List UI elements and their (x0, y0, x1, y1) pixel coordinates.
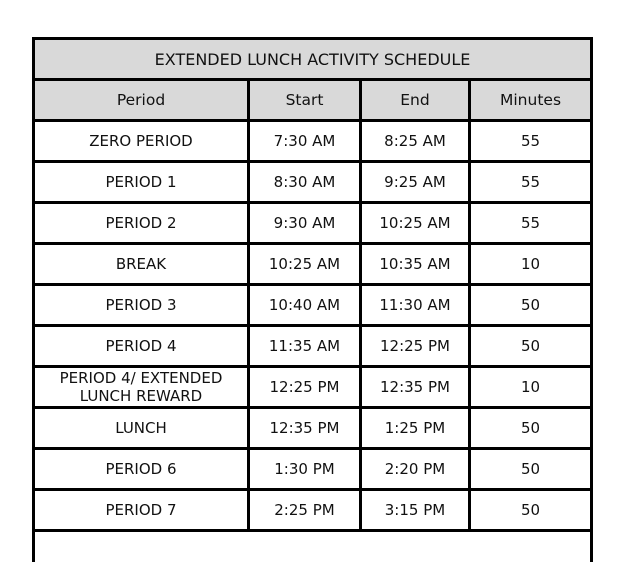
cell-period: PERIOD 2 (34, 203, 249, 244)
table-row (34, 162, 592, 203)
cell-period: PERIOD 7 (34, 490, 249, 531)
cell-period: PERIOD 4/ EXTENDED LUNCH REWARD (34, 367, 249, 408)
cell-end: 2:20 PM (361, 449, 470, 490)
cell-period: PERIOD 1 (34, 162, 249, 203)
table-row (34, 285, 592, 326)
table-row (34, 367, 592, 408)
column-header-end: End (361, 80, 470, 121)
cell-end: 12:25 PM (361, 326, 470, 367)
table-row (34, 244, 592, 285)
cell-end: 3:15 PM (361, 490, 470, 531)
cell-minutes: 55 (470, 162, 592, 203)
cell-minutes: 50 (470, 408, 592, 449)
column-header-start: Start (249, 80, 361, 121)
column-header-minutes: Minutes (470, 80, 592, 121)
cell-start: 12:25 PM (249, 367, 361, 408)
cell-end: 11:30 AM (361, 285, 470, 326)
cell-start: 7:30 AM (249, 121, 361, 162)
table-title: EXTENDED LUNCH ACTIVITY SCHEDULE (34, 39, 592, 80)
cell-period: BREAK (34, 244, 249, 285)
cell-minutes: 10 (470, 244, 592, 285)
cell-minutes: 50 (470, 490, 592, 531)
cell-start: 11:35 AM (249, 326, 361, 367)
cell-end: 8:25 AM (361, 121, 470, 162)
schedule-table (32, 37, 593, 562)
cell-start: 10:40 AM (249, 285, 361, 326)
cell-period: PERIOD 3 (34, 285, 249, 326)
cell-start: 1:30 PM (249, 449, 361, 490)
cell-start: 12:35 PM (249, 408, 361, 449)
cell-minutes: 50 (470, 326, 592, 367)
table-row (34, 449, 592, 490)
title-row (34, 39, 592, 80)
table-row (34, 408, 592, 449)
cell-start: 8:30 AM (249, 162, 361, 203)
cell-end: 9:25 AM (361, 162, 470, 203)
cell-period: ZERO PERIOD (34, 121, 249, 162)
cell-end: 12:35 PM (361, 367, 470, 408)
cell-minutes: 55 (470, 121, 592, 162)
cell-end: 10:25 AM (361, 203, 470, 244)
table-row (34, 326, 592, 367)
cell-minutes: 55 (470, 203, 592, 244)
cell-start: 2:25 PM (249, 490, 361, 531)
cell-end: 10:35 AM (361, 244, 470, 285)
cell-period: PERIOD 4 (34, 326, 249, 367)
table-row (34, 121, 592, 162)
cell-start: 10:25 AM (249, 244, 361, 285)
cell-minutes: 10 (470, 367, 592, 408)
header-row (34, 80, 592, 121)
cell-end: 1:25 PM (361, 408, 470, 449)
table-row (34, 490, 592, 531)
cell-period: PERIOD 6 (34, 449, 249, 490)
cell-minutes: 50 (470, 285, 592, 326)
cell-minutes: 50 (470, 449, 592, 490)
cell-start: 9:30 AM (249, 203, 361, 244)
cell-period: LUNCH (34, 408, 249, 449)
column-header-period: Period (34, 80, 249, 121)
empty-row (34, 531, 592, 562)
table-row (34, 203, 592, 244)
